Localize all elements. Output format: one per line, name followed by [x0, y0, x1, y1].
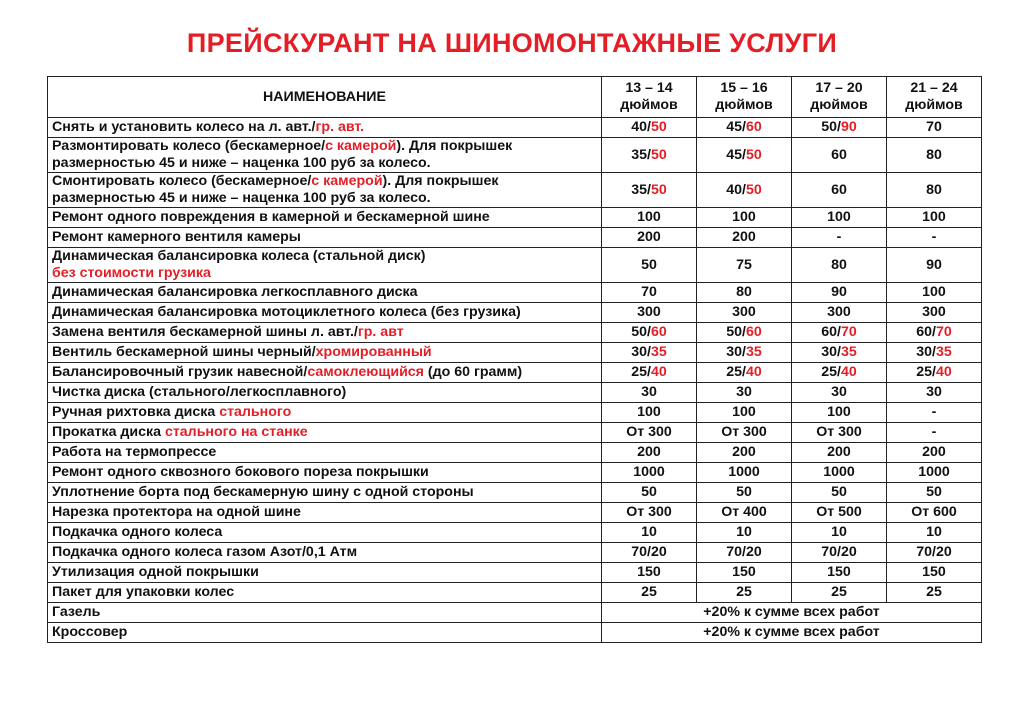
- text-segment: 80: [831, 256, 847, 273]
- price-cell: [792, 463, 887, 483]
- service-name: [48, 248, 602, 283]
- price-cell: [792, 383, 887, 403]
- price-cell: [887, 463, 982, 483]
- text-segment: От 600: [911, 504, 957, 520]
- text-segment: Размонтировать колесо (бескамерное/: [52, 138, 326, 154]
- text-segment: 50: [736, 484, 752, 500]
- text-segment: -: [836, 229, 842, 245]
- price-cell: [887, 343, 982, 363]
- text-segment: 30: [736, 384, 752, 400]
- price-cell: [602, 138, 697, 173]
- text-segment: Динамическая балансировка мотоциклетного колеса (без грузика): [52, 304, 521, 320]
- text-segment: От 300: [626, 504, 672, 520]
- text-segment: 150: [732, 564, 756, 580]
- price-cell: [602, 323, 697, 343]
- text-segment: 1000: [633, 464, 665, 480]
- text-segment: Смонтировать колесо (бескамерное/: [52, 173, 312, 189]
- price-cell: [887, 248, 982, 283]
- highlight-text: гр. авт.: [315, 119, 365, 135]
- size-column-header: [602, 77, 697, 118]
- table-row: [48, 623, 982, 643]
- text-segment: 1000: [918, 464, 950, 480]
- text-segment: 30/: [821, 344, 841, 360]
- price-cell: [792, 523, 887, 543]
- text-segment: Прокатка диска: [52, 424, 165, 440]
- text-segment: 25/: [821, 364, 841, 380]
- text-segment: 80: [926, 181, 942, 198]
- text-segment: Утилизация одной покрышки: [52, 564, 259, 580]
- price-cell: [697, 523, 792, 543]
- price-cell: [792, 323, 887, 343]
- service-name: [48, 403, 602, 423]
- text-segment: 300: [637, 304, 661, 320]
- text-segment: 70/20: [821, 544, 857, 560]
- text-segment: 50: [831, 484, 847, 500]
- price-cell: [887, 403, 982, 423]
- price-cell: [697, 563, 792, 583]
- price-cell: [697, 343, 792, 363]
- price-cell: [792, 543, 887, 563]
- text-segment: 90: [926, 256, 942, 273]
- price-cell: [697, 173, 792, 208]
- page-title: ПРЕЙСКУРАНТ НА ШИНОМОНТАЖНЫЕ УСЛУГИ: [186, 28, 838, 58]
- service-name: [48, 173, 602, 208]
- price-cell: [887, 423, 982, 443]
- price-cell: [602, 463, 697, 483]
- text-segment: Динамическая балансировка легкосплавного диска: [52, 284, 418, 300]
- price-cell: [602, 443, 697, 463]
- text-segment: Работа на термопрессе: [52, 444, 217, 460]
- price-cell: [887, 583, 982, 603]
- price-cell: [602, 363, 697, 383]
- highlight-text: стального: [219, 404, 292, 420]
- highlight-text: 35: [840, 344, 857, 360]
- highlight-text: 50: [650, 119, 667, 135]
- text-segment: 25/: [726, 364, 746, 380]
- text-segment: 80: [736, 284, 752, 300]
- price-cell: [602, 523, 697, 543]
- highlight-text: 50: [650, 181, 667, 198]
- text-segment: 100: [922, 209, 946, 225]
- table-row: [48, 343, 982, 363]
- text-segment: 10: [736, 524, 752, 540]
- text-segment: -: [931, 229, 937, 245]
- price-cell: [887, 303, 982, 323]
- price-cell: [697, 503, 792, 523]
- highlight-text: 40: [840, 364, 857, 380]
- size-unit: дюймов: [810, 97, 868, 113]
- price-cell: [697, 363, 792, 383]
- table-row: [48, 118, 982, 138]
- price-cell: [792, 228, 887, 248]
- table-row: [48, 363, 982, 383]
- service-name: [48, 483, 602, 503]
- size-unit: дюймов: [715, 97, 773, 113]
- text-segment: 200: [637, 229, 661, 245]
- text-segment: 30/: [631, 344, 651, 360]
- text-segment: Чистка диска (стального/легкосплавного): [52, 384, 347, 400]
- text-segment: 100: [827, 404, 851, 420]
- text-segment: От 500: [816, 504, 862, 520]
- price-cell: [697, 323, 792, 343]
- price-cell: [697, 463, 792, 483]
- price-cell: [602, 403, 697, 423]
- price-cell: [887, 138, 982, 173]
- price-cell: [887, 543, 982, 563]
- table-row: [48, 303, 982, 323]
- highlight-text: стального на станке: [164, 424, 308, 440]
- text-segment: 30/: [726, 344, 746, 360]
- text-segment: От 300: [626, 424, 672, 440]
- price-cell: [697, 283, 792, 303]
- text-segment: 40/: [726, 181, 746, 198]
- highlight-text: 60: [650, 324, 667, 340]
- service-name: [48, 463, 602, 483]
- text-segment: 150: [637, 564, 661, 580]
- text-segment: Снять и установить колесо на л. авт./: [52, 119, 316, 135]
- service-name: [48, 228, 602, 248]
- price-cell: [887, 483, 982, 503]
- table-row: [48, 323, 982, 343]
- price-cell: [887, 173, 982, 208]
- price-cell: [792, 423, 887, 443]
- service-name: [48, 283, 602, 303]
- text-segment: 10: [926, 524, 942, 540]
- table-row: [48, 138, 982, 173]
- text-segment: 70: [641, 284, 657, 300]
- text-segment: Балансировочный грузик навесной/: [52, 364, 308, 380]
- text-segment: Пакет для упаковки колес: [52, 584, 235, 600]
- text-segment: 75: [736, 256, 752, 273]
- service-name: [48, 503, 602, 523]
- table-row: [48, 463, 982, 483]
- price-cell: [697, 583, 792, 603]
- size-column-header: [697, 77, 792, 118]
- highlight-text: 60: [745, 324, 762, 340]
- service-name: [48, 423, 602, 443]
- service-name: [48, 523, 602, 543]
- highlight-text: хромированный: [315, 344, 432, 360]
- service-name: [48, 543, 602, 563]
- text-segment: 50: [641, 256, 657, 273]
- price-cell: [697, 423, 792, 443]
- table-row: [48, 173, 982, 208]
- text-segment: ). Для покрышек размерностью 45 и ниже – наценка 100 руб за колесо.: [52, 138, 513, 171]
- price-cell: [697, 443, 792, 463]
- price-table: [47, 76, 982, 643]
- table-row: [48, 483, 982, 503]
- highlight-text: 50: [745, 181, 762, 198]
- surcharge-cell: +20% к сумме всех работ: [602, 623, 982, 643]
- price-cell: [697, 303, 792, 323]
- text-segment: 100: [637, 404, 661, 420]
- highlight-text: с камерой: [325, 138, 397, 154]
- price-cell: [602, 173, 697, 208]
- service-name: [48, 603, 602, 623]
- text-segment: 30: [641, 384, 657, 400]
- size-column-header: [792, 77, 887, 118]
- highlight-text: 50: [650, 146, 667, 163]
- service-name: [48, 563, 602, 583]
- text-segment: 10: [641, 524, 657, 540]
- text-segment: Кроссовер: [52, 624, 128, 640]
- size-unit: дюймов: [905, 97, 963, 113]
- price-cell: [697, 403, 792, 423]
- text-segment: Динамическая балансировка колеса (стальной диск): [52, 248, 426, 264]
- name-column-header: НАИМЕНОВАНИЕ: [48, 77, 602, 118]
- price-cell: [792, 208, 887, 228]
- service-name: [48, 138, 602, 173]
- price-cell: [697, 228, 792, 248]
- text-segment: 50/: [726, 324, 746, 340]
- service-name: [48, 383, 602, 403]
- price-cell: [792, 483, 887, 503]
- text-segment: 100: [922, 284, 946, 300]
- service-name: [48, 583, 602, 603]
- price-cell: [602, 563, 697, 583]
- price-cell: [697, 383, 792, 403]
- size-range: 15 – 16: [720, 80, 768, 96]
- highlight-text: 35: [650, 344, 667, 360]
- text-segment: Подкачка одного колеса: [52, 524, 223, 540]
- price-cell: [602, 208, 697, 228]
- highlight-text: 70: [840, 324, 857, 340]
- price-cell: [887, 228, 982, 248]
- service-name: [48, 623, 602, 643]
- text-segment: Нарезка протектора на одной шине: [52, 504, 301, 520]
- text-segment: 50/: [631, 324, 651, 340]
- price-cell: [602, 503, 697, 523]
- price-cell: [602, 383, 697, 403]
- price-cell: [887, 503, 982, 523]
- header-row: [48, 77, 982, 118]
- text-segment: 45/: [726, 146, 746, 163]
- price-cell: [602, 343, 697, 363]
- size-column-header: [887, 77, 982, 118]
- text-segment: 1000: [728, 464, 760, 480]
- text-segment: ). Для покрышек размерностью 45 и ниже – наценка 100 руб за колесо.: [52, 173, 499, 206]
- price-cell: [792, 283, 887, 303]
- table-row: [48, 503, 982, 523]
- size-range: 17 – 20: [815, 80, 863, 96]
- text-segment: 25/: [631, 364, 651, 380]
- highlight-text: 35: [745, 344, 762, 360]
- text-segment: 200: [732, 229, 756, 245]
- service-name: [48, 443, 602, 463]
- text-segment: Ремонт камерного вентиля камеры: [52, 229, 301, 245]
- table-row: [48, 443, 982, 463]
- text-segment: 300: [732, 304, 756, 320]
- table-row: [48, 403, 982, 423]
- text-segment: 200: [922, 444, 946, 460]
- price-cell: [887, 363, 982, 383]
- price-cell: [887, 383, 982, 403]
- price-cell: [792, 303, 887, 323]
- text-segment: Газель: [52, 604, 101, 620]
- price-cell: [602, 423, 697, 443]
- surcharge-cell: +20% к сумме всех работ: [602, 603, 982, 623]
- table-row: [48, 423, 982, 443]
- price-cell: [887, 283, 982, 303]
- text-segment: 10: [831, 524, 847, 540]
- text-segment: 25: [641, 584, 657, 600]
- price-cell: [602, 303, 697, 323]
- price-cell: [887, 118, 982, 138]
- text-segment: 50: [926, 484, 942, 500]
- text-segment: 100: [732, 209, 756, 225]
- price-table-body: [48, 118, 982, 643]
- text-segment: Подкачка одного колеса газом Азот/0,1 Атм: [52, 544, 358, 560]
- text-segment: 60/: [821, 324, 841, 340]
- price-cell: [697, 543, 792, 563]
- text-segment: 100: [637, 209, 661, 225]
- text-segment: 150: [922, 564, 946, 580]
- price-cell: [602, 228, 697, 248]
- price-cell: [792, 363, 887, 383]
- table-row: [48, 583, 982, 603]
- text-segment: 35/: [631, 146, 651, 163]
- highlight-text: 35: [935, 344, 952, 360]
- text-segment: Вентиль бескамерной шины черный/: [52, 344, 316, 360]
- table-row: [48, 383, 982, 403]
- text-segment: 300: [922, 304, 946, 320]
- text-segment: 70/20: [726, 544, 762, 560]
- price-cell: [602, 583, 697, 603]
- text-segment: 70/20: [916, 544, 952, 560]
- text-segment: Ремонт одного повреждения в камерной и бескамерной шине: [52, 209, 490, 225]
- text-segment: 25: [926, 584, 942, 600]
- text-segment: 200: [827, 444, 851, 460]
- price-cell: [792, 403, 887, 423]
- text-segment: -: [931, 424, 937, 440]
- text-segment: От 300: [721, 424, 767, 440]
- price-cell: [887, 523, 982, 543]
- service-name: [48, 363, 602, 383]
- size-range: 21 – 24: [910, 80, 958, 96]
- price-cell: [602, 483, 697, 503]
- table-row: [48, 208, 982, 228]
- price-cell: [697, 483, 792, 503]
- highlight-text: самоклеющийся: [307, 364, 424, 380]
- table-row: [48, 283, 982, 303]
- highlight-text: 70: [935, 324, 952, 340]
- text-segment: 60: [831, 181, 847, 198]
- text-segment: 40/: [631, 119, 651, 135]
- highlight-text: с камерой: [311, 173, 383, 189]
- table-row: [48, 543, 982, 563]
- text-segment: 70: [926, 119, 942, 135]
- text-segment: От 300: [816, 424, 862, 440]
- table-row: [48, 523, 982, 543]
- text-segment: Замена вентиля бескамерной шины л. авт./: [52, 324, 358, 340]
- price-cell: [792, 138, 887, 173]
- text-segment: 80: [926, 146, 942, 163]
- text-segment: -: [931, 404, 937, 420]
- highlight-text: 40: [745, 364, 762, 380]
- text-segment: 35/: [631, 181, 651, 198]
- highlight-text: 40: [650, 364, 667, 380]
- table-row: [48, 603, 982, 623]
- price-cell: [887, 323, 982, 343]
- price-cell: [602, 248, 697, 283]
- service-name: [48, 303, 602, 323]
- text-segment: 200: [732, 444, 756, 460]
- table-row: [48, 563, 982, 583]
- highlight-text: 60: [745, 119, 762, 135]
- price-cell: [792, 443, 887, 463]
- service-name: [48, 323, 602, 343]
- size-range: 13 – 14: [625, 80, 673, 96]
- highlight-text: 40: [935, 364, 952, 380]
- text-segment: 25/: [916, 364, 936, 380]
- price-cell: [792, 503, 887, 523]
- table-row: [48, 248, 982, 283]
- size-unit: дюймов: [620, 97, 678, 113]
- price-cell: [887, 208, 982, 228]
- text-segment: 60/: [916, 324, 936, 340]
- text-segment: Уплотнение борта под бескамерную шину с одной стороны: [52, 484, 474, 500]
- service-name: [48, 343, 602, 363]
- price-cell: [697, 208, 792, 228]
- text-segment: Ручная рихтовка диска: [52, 404, 220, 420]
- highlight-text: 90: [840, 119, 857, 135]
- text-segment: 25: [831, 584, 847, 600]
- highlight-text: гр. авт: [357, 324, 404, 340]
- table-row: [48, 228, 982, 248]
- service-name: [48, 208, 602, 228]
- text-segment: 1000: [823, 464, 855, 480]
- text-segment: От 400: [721, 504, 767, 520]
- price-cell: [697, 248, 792, 283]
- price-cell: [697, 118, 792, 138]
- text-segment: 300: [827, 304, 851, 320]
- price-cell: [792, 343, 887, 363]
- price-cell: [602, 118, 697, 138]
- text-segment: 30: [831, 384, 847, 400]
- text-segment: 60: [831, 146, 847, 163]
- highlight-text: без стоимости грузика: [52, 265, 211, 281]
- service-name: [48, 118, 602, 138]
- price-cell: [792, 118, 887, 138]
- text-segment: Ремонт одного сквозного бокового пореза покрышки: [52, 464, 429, 480]
- text-segment: 90: [831, 284, 847, 300]
- text-segment: 100: [732, 404, 756, 420]
- price-cell: [792, 583, 887, 603]
- text-segment: (до 60 грамм): [423, 364, 523, 380]
- text-segment: 25: [736, 584, 752, 600]
- price-cell: [792, 563, 887, 583]
- text-segment: 200: [637, 444, 661, 460]
- text-segment: 50/: [821, 119, 841, 135]
- text-segment: 70/20: [631, 544, 667, 560]
- price-cell: [602, 283, 697, 303]
- highlight-text: 50: [745, 146, 762, 163]
- price-cell: [887, 443, 982, 463]
- text-segment: 45/: [726, 119, 746, 135]
- price-cell: [792, 173, 887, 208]
- text-segment: 100: [827, 209, 851, 225]
- price-cell: [792, 248, 887, 283]
- text-segment: 30: [926, 384, 942, 400]
- price-cell: [887, 563, 982, 583]
- text-segment: 30/: [916, 344, 936, 360]
- text-segment: 50: [641, 484, 657, 500]
- text-segment: 150: [827, 564, 851, 580]
- price-cell: [697, 138, 792, 173]
- price-cell: [602, 543, 697, 563]
